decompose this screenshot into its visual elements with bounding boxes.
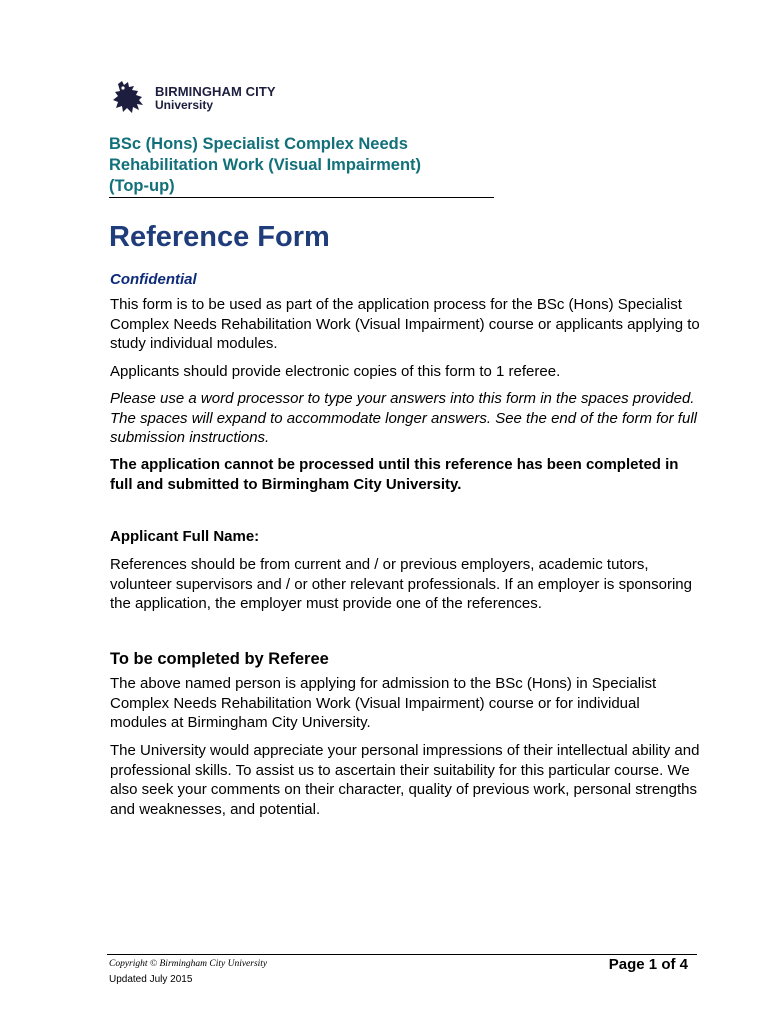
page-of-word: of — [661, 956, 676, 973]
logo-line-birmingham-city: BIRMINGHAM CITY — [155, 84, 276, 99]
updated-date: Updated July 2015 — [109, 974, 193, 985]
logo-wordmark — [155, 85, 276, 111]
course-title-divider — [109, 197, 494, 198]
page-total: 4 — [679, 956, 688, 973]
electronic-copies-note: Applicants should provide electronic copies of this form to 1 referee. — [110, 363, 561, 380]
processing-warning: The application cannot be processed until this reference has been completed in full and submitted to Birmingham City University. — [110, 456, 679, 493]
applicant-full-name-label: Applicant Full Name: — [110, 528, 260, 545]
lion-crest-icon — [112, 80, 148, 114]
page-title: Reference Form — [109, 221, 330, 253]
page-current: 1 — [648, 956, 658, 973]
confidential-label: Confidential — [110, 271, 197, 288]
university-logo — [112, 80, 282, 114]
footer-divider — [107, 954, 697, 955]
page-word: Page — [608, 956, 645, 973]
intro-paragraph: This form is to be used as part of the application process for the BSc (Hons) Specialist Complex Needs Rehabilitation Work (Visual Impairment) course or applicants applying to study individual modules. — [110, 296, 700, 353]
referee-section-heading: To be completed by Referee — [110, 650, 329, 668]
above-named-paragraph: The above named person is applying for admission to the BSc (Hons) in Specialist Complex Needs Rehabilitation Work (Visual Impairment) course or for individual modules at Birmingham City University. — [110, 675, 657, 732]
copyright-notice: Copyright © Birmingham City University — [109, 959, 268, 969]
word-processor-instructions: Please use a word processor to type your answers into this form in the spaces provided. The spaces will expand to accommodate longer answers. See the end of the form for full submission instructions. — [110, 390, 697, 447]
course-title: BSc (Hons) Specialist Complex Needs Rehabilitation Work (Visual Impairment) (Top-up) — [109, 135, 422, 195]
logo-line-university: University — [155, 98, 214, 112]
page-number — [609, 956, 688, 973]
impressions-paragraph: The University would appreciate your personal impressions of their intellectual ability and professional skills. To assist us to ascertain their suitability for this particular course. We also seek your comments on their character, quality of previous work, personal strengths and weaknesses, and potential. — [110, 742, 700, 818]
references-note: References should be from current and / or previous employers, academic tutors, volunteer supervisors and / or other relevant professionals. If an employer is sponsoring the application, the employer must provide one of the references. — [110, 556, 692, 613]
